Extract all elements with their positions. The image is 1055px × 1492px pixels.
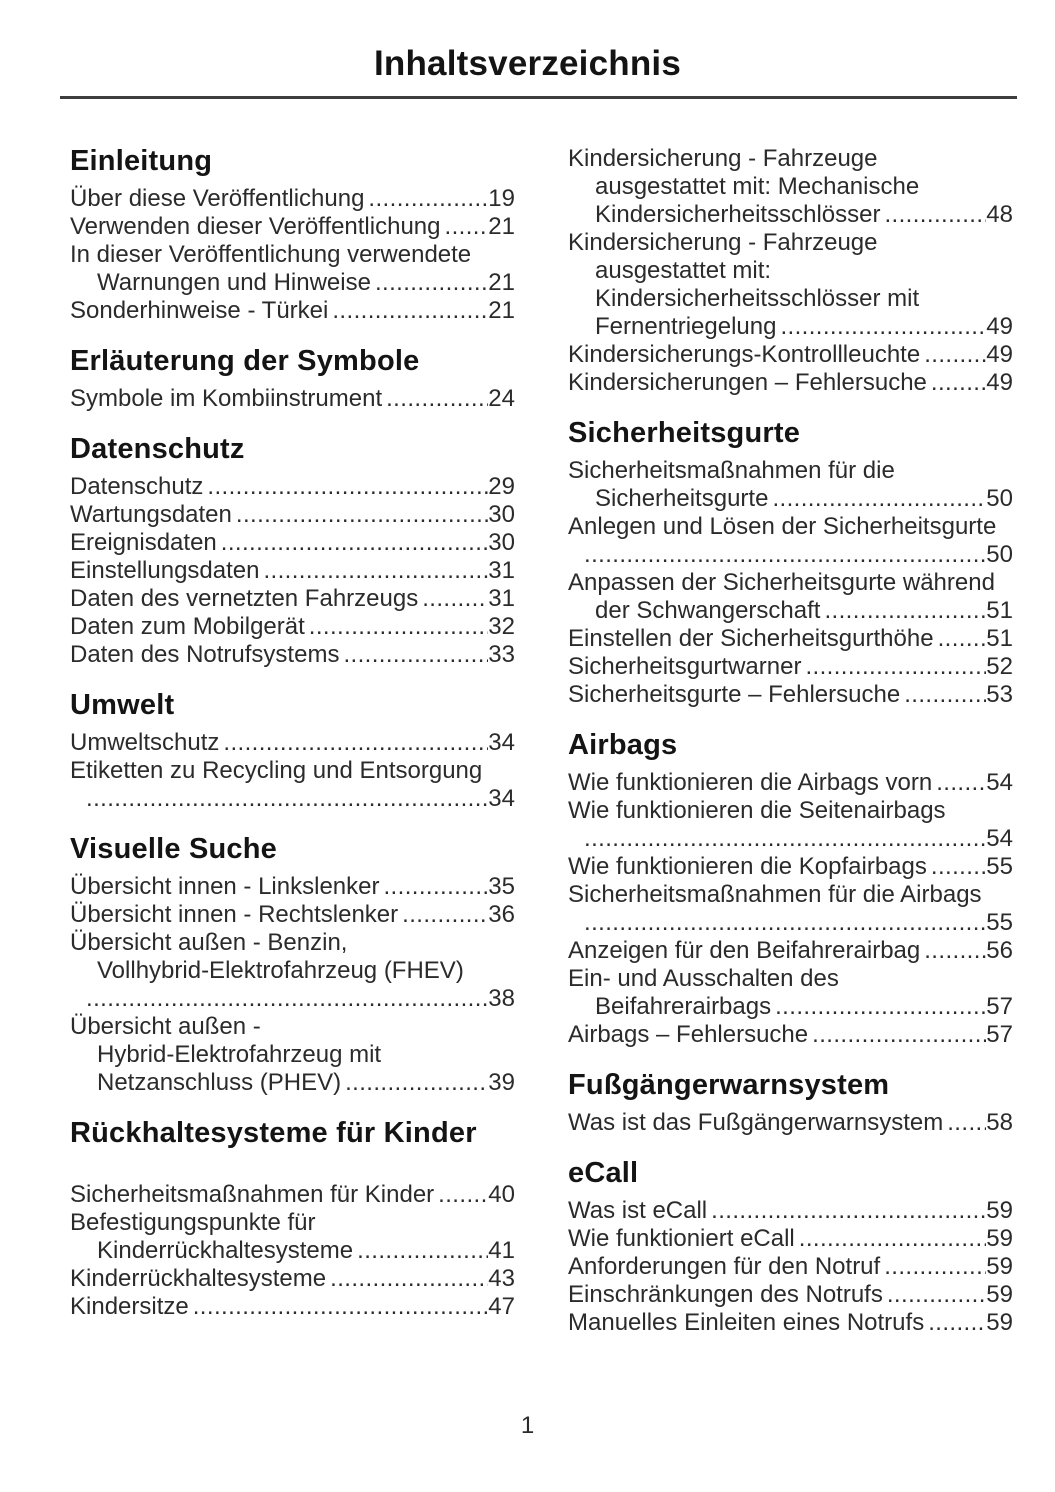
entry-page-number: 30 [488, 501, 515, 528]
toc-entry [70, 641, 515, 669]
toc-entry [70, 385, 515, 413]
toc-entry-line [70, 269, 515, 297]
dot-leader [364, 185, 488, 213]
entry-page-number: 50 [986, 485, 1013, 512]
entry-text: Vollhybrid-Elektrofahrzeug (FHEV) [97, 957, 464, 984]
entry-text: Wie funktionieren die Kopfairbags [568, 853, 927, 880]
toc-entry-line [70, 385, 515, 413]
entry-text: Kinderrückhaltesysteme [70, 1265, 327, 1292]
entry-page-number: 30 [488, 529, 515, 556]
toc-entry-line [70, 557, 515, 585]
entry-page-number: 55 [986, 853, 1013, 880]
entry-text: Ereignisdaten [70, 529, 217, 556]
toc-entry-line [568, 369, 1013, 397]
entry-page-number: 55 [986, 909, 1013, 936]
toc-entry [70, 1209, 515, 1265]
dot-leader [418, 585, 488, 613]
entry-page-number: 58 [986, 1109, 1013, 1136]
toc-entry-line [568, 881, 1013, 909]
toc-entry-line [568, 1021, 1013, 1049]
toc-column-1 [70, 145, 515, 1337]
toc-entry-line [70, 901, 515, 929]
entry-text: Einstellen der Sicherheitsgurthöhe [568, 625, 934, 652]
entry-text: Datenschutz [70, 473, 204, 500]
toc-entry [568, 1309, 1013, 1337]
toc-entry-line [70, 785, 515, 813]
dot-leader [328, 297, 488, 325]
toc-entry-line [568, 457, 1013, 485]
toc-section [568, 1157, 1013, 1337]
entry-text: Verwenden dieser Veröffentlichung [70, 213, 441, 240]
entry-text: Was ist eCall [568, 1197, 708, 1224]
toc-entry [568, 797, 1013, 853]
toc-entry-line [568, 797, 1013, 825]
entry-page-number: 53 [986, 681, 1013, 708]
entry-text: Einschränkungen des Notrufs [568, 1281, 883, 1308]
entry-text: Sicherheitsmaßnahmen für die [568, 457, 895, 484]
toc-entry-line [70, 613, 515, 641]
entry-text: Sonderhinweise - Türkei [70, 297, 329, 324]
toc-entry [70, 473, 515, 501]
toc-entry-line [568, 569, 1013, 597]
entry-text: ausgestattet mit: [595, 257, 772, 284]
dot-leader [584, 909, 986, 937]
dot-leader [353, 1237, 488, 1265]
dot-leader [326, 1265, 488, 1293]
entry-text: Ein- und Ausschalten des [568, 965, 839, 992]
entry-page-number: 57 [986, 993, 1013, 1020]
entry-page-number: 34 [488, 729, 515, 756]
toc-entry-line [70, 297, 515, 325]
toc-section [70, 345, 515, 413]
dot-leader [924, 1309, 986, 1337]
entry-text: Anlegen und Lösen der Sicherheitsgurte [568, 513, 997, 540]
entry-text: Anpassen der Sicherheitsgurte während [568, 569, 995, 596]
entry-text: Warnungen und Hinweise [97, 269, 371, 296]
entry-text: Übersicht außen - [70, 1013, 261, 1040]
entry-text: Fernentriegelung [595, 313, 777, 340]
entry-page-number: 41 [488, 1237, 515, 1264]
dot-leader [920, 341, 986, 369]
entry-text: Befestigungspunkte für [70, 1209, 316, 1236]
toc-entry [568, 965, 1013, 1021]
entry-text: Sicherheitsgurte – Fehlersuche [568, 681, 901, 708]
entry-page-number: 57 [986, 1021, 1013, 1048]
entry-text: Beifahrerairbags [595, 993, 772, 1020]
toc-entry-line [568, 257, 1013, 285]
section-heading: Fußgängerwarnsystem [568, 1069, 890, 1101]
entry-page-number: 35 [488, 873, 515, 900]
dot-leader [259, 557, 488, 585]
dot-leader [441, 213, 489, 241]
entry-text: Daten zum Mobilgerät [70, 613, 305, 640]
entry-page-number: 31 [488, 557, 515, 584]
entry-page-number: 50 [986, 541, 1013, 568]
entry-text: Einstellungsdaten [70, 557, 260, 584]
section-heading: eCall [568, 1157, 639, 1189]
entry-text: Sicherheitsgurte [595, 485, 769, 512]
entry-text: ausgestattet mit: Mechanische [595, 173, 920, 200]
toc-entry-line [70, 729, 515, 757]
toc-entry-line [70, 1069, 515, 1097]
entry-text: Kindersicherungs-Kontrollleuchte [568, 341, 921, 368]
toc-section [70, 145, 515, 325]
section-heading: Umwelt [70, 689, 175, 721]
dot-leader [379, 873, 488, 901]
toc-entry-line [568, 653, 1013, 681]
toc-section [70, 433, 515, 669]
entry-page-number: 43 [488, 1265, 515, 1292]
toc-entry [70, 297, 515, 325]
dot-leader [203, 473, 488, 501]
entry-text: Daten des vernetzten Fahrzeugs [70, 585, 419, 612]
entry-text: Sicherheitsgurtwarner [568, 653, 802, 680]
entry-page-number: 49 [986, 341, 1013, 368]
dot-leader [217, 529, 489, 557]
entry-text: Kindersicherung - Fahrzeuge [568, 145, 878, 172]
entry-page-number: 47 [488, 1293, 515, 1320]
toc-entry-line [70, 641, 515, 669]
section-heading: Airbags [568, 729, 678, 761]
dot-leader [371, 269, 488, 297]
dot-leader [820, 597, 986, 625]
dot-leader [920, 937, 986, 965]
entry-text: Anzeigen für den Beifahrerairbag [568, 937, 921, 964]
toc-section [70, 689, 515, 813]
entry-text: Kindersicherungen – Fehlersuche [568, 369, 927, 396]
section-heading: Datenschutz [70, 433, 245, 465]
toc-entry [568, 513, 1013, 569]
dot-leader [927, 853, 986, 881]
toc-entry-line [568, 145, 1013, 173]
entry-text: Wartungsdaten [70, 501, 232, 528]
dot-leader [771, 993, 986, 1021]
entry-page-number: 59 [986, 1253, 1013, 1280]
dot-leader [934, 625, 987, 653]
toc-entry-line [70, 873, 515, 901]
entry-page-number: 40 [488, 1181, 515, 1208]
toc-entry-line [568, 229, 1013, 257]
entry-text: Übersicht innen - Rechtslenker [70, 901, 399, 928]
entry-page-number: 49 [986, 313, 1013, 340]
toc-entry [70, 1013, 515, 1097]
entry-text: Sicherheitsmaßnahmen für Kinder [70, 1181, 435, 1208]
entry-page-number: 51 [986, 597, 1013, 624]
dot-leader [707, 1197, 986, 1225]
toc-entry-line [568, 513, 1013, 541]
dot-leader [584, 825, 986, 853]
dot-leader [305, 613, 489, 641]
toc-entry-line [568, 313, 1013, 341]
dot-leader [883, 1281, 986, 1309]
toc-entry-line [568, 485, 1013, 513]
toc-entry-line [568, 993, 1013, 1021]
toc-entry-line [70, 241, 515, 269]
entry-page-number: 59 [986, 1309, 1013, 1336]
toc-entry [70, 1265, 515, 1293]
entry-text: Symbole im Kombiinstrument [70, 385, 383, 412]
toc-entry-line [70, 529, 515, 557]
entry-text: Etiketten zu Recycling und Entsorgung [70, 757, 483, 784]
toc-entry [70, 757, 515, 813]
section-heading: Erläuterung der Symbole [70, 345, 420, 377]
entry-page-number: 59 [986, 1281, 1013, 1308]
toc-entry [568, 853, 1013, 881]
toc-entry [568, 653, 1013, 681]
entry-text: Wie funktionieren die Airbags vorn [568, 769, 933, 796]
entry-text: In dieser Veröffentlichung verwendete [70, 241, 472, 268]
entry-text: Wie funktionieren die Seitenairbags [568, 797, 946, 824]
toc-entry-line [568, 1309, 1013, 1337]
dot-leader [943, 1109, 986, 1137]
dot-leader [86, 985, 488, 1013]
entry-page-number: 59 [986, 1225, 1013, 1252]
dot-leader [880, 201, 986, 229]
dot-leader [382, 385, 488, 413]
dot-leader [900, 681, 986, 709]
toc-section [70, 833, 515, 1097]
dot-leader [880, 1253, 986, 1281]
dot-leader [932, 769, 986, 797]
dot-leader [339, 641, 488, 669]
toc-columns [0, 99, 1055, 1337]
entry-page-number: 59 [986, 1197, 1013, 1224]
entry-page-number: 51 [986, 625, 1013, 652]
dot-leader [801, 653, 986, 681]
dot-leader [768, 485, 986, 513]
section-heading: Einleitung [70, 145, 213, 177]
entry-text: Kindersicherung - Fahrzeuge [568, 229, 878, 256]
entry-page-number: 39 [488, 1069, 515, 1096]
toc-entry-line [568, 285, 1013, 313]
entry-page-number: 24 [488, 385, 515, 412]
toc-entry [70, 557, 515, 585]
entry-text: Daten des Notrufsystems [70, 641, 340, 668]
entry-text: Über diese Veröffentlichung [70, 185, 365, 212]
toc-entry-line [70, 985, 515, 1013]
toc-entry [568, 1253, 1013, 1281]
dot-leader [808, 1021, 986, 1049]
entry-text: Übersicht außen - Benzin, [70, 929, 348, 956]
toc-entry-line [70, 757, 515, 785]
toc-entry [568, 341, 1013, 369]
page-title: Inhaltsverzeichnis [373, 44, 682, 83]
toc-entry-line [568, 173, 1013, 201]
toc-entry-line [70, 1013, 515, 1041]
toc-entry [568, 1021, 1013, 1049]
toc-entry [70, 185, 515, 213]
entry-text: Manuelles Einleiten eines Notrufs [568, 1309, 925, 1336]
toc-entry-line [70, 213, 515, 241]
entry-page-number: 54 [986, 769, 1013, 796]
toc-entry [568, 569, 1013, 625]
entry-page-number: 48 [986, 201, 1013, 228]
toc-entry [568, 229, 1013, 341]
toc-entry [568, 457, 1013, 513]
entry-text: Wie funktioniert eCall [568, 1225, 795, 1252]
toc-entry [568, 1225, 1013, 1253]
entry-text: Was ist das Fußgängerwarnsystem [568, 1109, 944, 1136]
toc-entry [70, 213, 515, 241]
toc-entry [568, 681, 1013, 709]
entry-text: Hybrid-Elektrofahrzeug mit [97, 1041, 382, 1068]
toc-entry-line [568, 681, 1013, 709]
toc-entry-line [568, 597, 1013, 625]
dot-leader [86, 785, 488, 813]
toc-entry [70, 585, 515, 613]
entry-page-number: 49 [986, 369, 1013, 396]
dot-leader [927, 369, 986, 397]
toc-entry [568, 369, 1013, 397]
toc-entry-line [568, 541, 1013, 569]
entry-page-number: 33 [488, 641, 515, 668]
section-heading: Rückhaltesysteme für Kinder [70, 1117, 477, 1149]
toc-entry-line [70, 929, 515, 957]
toc-entry [568, 145, 1013, 229]
entry-page-number: 38 [488, 985, 515, 1012]
toc-entry [568, 1109, 1013, 1137]
entry-page-number: 34 [488, 785, 515, 812]
toc-entry [70, 929, 515, 1013]
entry-text: Sicherheitsmaßnahmen für die Airbags [568, 881, 982, 908]
toc-entry [70, 1293, 515, 1321]
dot-leader [434, 1181, 488, 1209]
dot-leader [584, 541, 986, 569]
toc-entry-line [568, 909, 1013, 937]
toc-entry-line [70, 585, 515, 613]
toc-section [568, 417, 1013, 709]
toc-entry-line [70, 501, 515, 529]
entry-page-number: 32 [488, 613, 515, 640]
toc-entry [70, 729, 515, 757]
toc-entry-line [568, 769, 1013, 797]
toc-entry-line [568, 1225, 1013, 1253]
entry-page-number: 36 [488, 901, 515, 928]
entry-page-number: 21 [488, 213, 515, 240]
toc-section [568, 729, 1013, 1049]
toc-entry-line [568, 965, 1013, 993]
toc-entry [568, 625, 1013, 653]
toc-entry [70, 529, 515, 557]
toc-entry-line [568, 825, 1013, 853]
toc-entry-line [568, 201, 1013, 229]
dot-leader [189, 1293, 489, 1321]
toc-entry-line [70, 957, 515, 985]
entry-text: Airbags – Fehlersuche [568, 1021, 809, 1048]
toc-entry-line [568, 625, 1013, 653]
entry-page-number: 21 [488, 269, 515, 296]
section-heading: Sicherheitsgurte [568, 417, 801, 449]
entry-text: Anforderungen für den Notruf [568, 1253, 881, 1280]
toc-entry-line [568, 1109, 1013, 1137]
toc-entry [568, 937, 1013, 965]
toc-entry [70, 241, 515, 297]
toc-entry [70, 1181, 515, 1209]
entry-page-number: 31 [488, 585, 515, 612]
toc-entry [568, 1281, 1013, 1309]
entry-text: Übersicht innen - Linkslenker [70, 873, 380, 900]
toc-entry-line [568, 937, 1013, 965]
toc-entry [568, 769, 1013, 797]
page-number: 1 [520, 1412, 535, 1439]
toc-entry-line [568, 341, 1013, 369]
toc-entry-line [70, 1237, 515, 1265]
toc-entry-line [70, 1181, 515, 1209]
entry-text: Kindersitze [70, 1293, 189, 1320]
dot-leader [398, 901, 488, 929]
toc-entry-line [70, 1209, 515, 1237]
toc-column-2 [568, 145, 1013, 1337]
toc-entry-line [70, 1293, 515, 1321]
toc-entry [70, 901, 515, 929]
toc-entry-line [70, 1265, 515, 1293]
toc-section [568, 1069, 1013, 1137]
entry-text: Kindersicherheitsschlösser [595, 201, 881, 228]
toc-entry [568, 1197, 1013, 1225]
toc-entry [70, 613, 515, 641]
toc-section [568, 145, 1013, 397]
entry-page-number: 29 [488, 473, 515, 500]
toc-entry-line [568, 1253, 1013, 1281]
toc-entry-line [568, 1281, 1013, 1309]
toc-entry-line [70, 1041, 515, 1069]
dot-leader [795, 1225, 987, 1253]
entry-page-number: 19 [488, 185, 515, 212]
toc-entry-line [70, 473, 515, 501]
dot-leader [341, 1069, 488, 1097]
toc-entry-line [70, 185, 515, 213]
toc-entry [568, 881, 1013, 937]
entry-text: der Schwangerschaft [595, 597, 821, 624]
toc-section [70, 1117, 515, 1321]
toc-entry-line [568, 1197, 1013, 1225]
section-heading: Visuelle Suche [70, 833, 277, 865]
entry-text: Netzanschluss (PHEV) [97, 1069, 342, 1096]
entry-page-number: 21 [488, 297, 515, 324]
entry-text: Kindersicherheitsschlösser mit [595, 285, 920, 312]
dot-leader [219, 729, 488, 757]
entry-page-number: 54 [986, 825, 1013, 852]
toc-entry [70, 501, 515, 529]
entry-page-number: 52 [986, 653, 1013, 680]
entry-text: Umweltschutz [70, 729, 220, 756]
toc-entry-line [568, 853, 1013, 881]
entry-text: Kinderrückhaltesysteme [97, 1237, 354, 1264]
dot-leader [776, 313, 986, 341]
toc-entry [70, 873, 515, 901]
entry-page-number: 56 [986, 937, 1013, 964]
dot-leader [232, 501, 488, 529]
